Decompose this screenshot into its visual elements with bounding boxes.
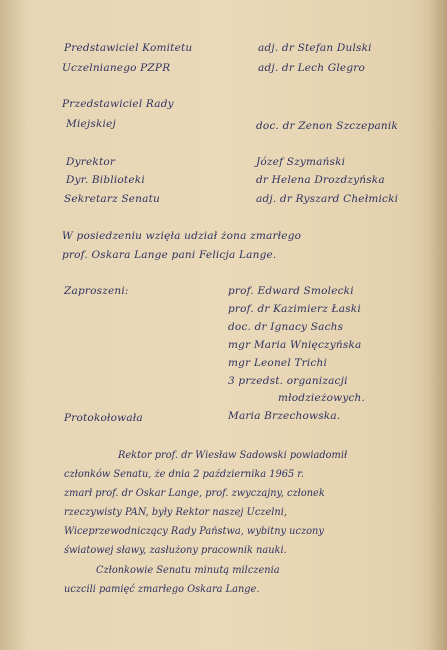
invited-person-5: mgr Leonel Trichi [228,357,327,369]
announcement-line-3: zmarł prof. dr Oskar Lange, prof. zwyczajny, członek [64,488,325,499]
official-person-3: adj. dr Ryszard Chełmicki [256,193,399,205]
minutes-person: Maria Brzechowska. [228,410,341,422]
announcement-line-2: członków Senatu, że dnia 2 października 1965 r. [64,469,305,480]
official-person-2: dr Helena Drozdzyńska [256,174,385,186]
group-label-rada-line2: Miejskiej [66,118,116,130]
invited-person-3: doc. dr Ignacy Sachs [228,321,344,333]
announcement-line-4: rzeczywisty PAN, były Rektor naszej Uczelni, [64,507,287,518]
invited-person-2: prof. dr Kazimierz Łaski [228,303,361,315]
invited-person-4: mgr Maria Wnięczyńska [228,339,362,351]
widow-note-line2: prof. Oskara Lange pani Felicja Lange. [62,249,277,261]
invited-label: Zaproszeni: [64,285,129,297]
announcement-line-5: Wiceprzewodniczący Rady Państwa, wybitny uczony [64,526,324,537]
announcement-line-7: Członkowie Senatu minutą milczenia [96,565,280,576]
invited-person-6: 3 przedst. organizacji [228,375,348,387]
announcement-line-8: uczcili pamięć zmarłego Oskara Lange. [64,584,260,595]
minutes-label: Protokołowała [64,412,143,424]
person-rada-1: doc. dr Zenon Szczepanik [256,120,398,132]
announcement-line-6: światowej sławy, zasłużony pracownik nauki. [64,545,287,556]
official-label-1: Dyrektor [66,156,116,168]
official-label-2: Dyr. Biblioteki [66,174,145,186]
official-label-3: Sekretarz Senatu [64,193,160,205]
group-label-rada-line1: Przedstawiciel Rady [62,98,174,110]
invited-person-1: prof. Edward Smolecki [228,285,354,297]
person-pzpr-2: adj. dr Lech Glegro [258,62,365,74]
widow-note-line1: W posiedzeniu wzięła udział żona zmarłego [62,230,302,242]
person-pzpr-1: adj. dr Stefan Dulski [258,42,372,54]
official-person-1: Józef Szymański [256,156,346,168]
group-label-pzpr-line2: Uczelnianego PZPR [62,62,171,74]
announcement-line-1: Rektor prof. dr Wiesław Sadowski powiadomił [118,450,348,461]
group-label-pzpr-line1: Predstawiciel Komitetu [64,42,193,54]
page-edge-shadow [429,0,447,650]
invited-person-7: młodzieżowych. [278,392,366,404]
